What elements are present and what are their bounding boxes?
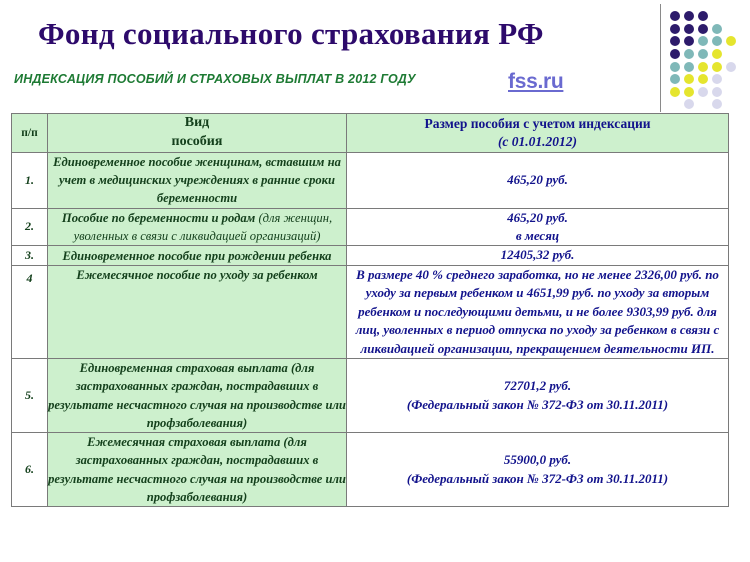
column-header-number: п/п — [12, 114, 48, 153]
column-header-benefit-amount — [347, 114, 729, 153]
logo-dot-purple — [698, 11, 708, 21]
logo-dot-purple — [670, 49, 680, 59]
page-title: Фонд социального страхования РФ — [38, 16, 544, 51]
logo-dot-cell — [710, 35, 724, 48]
column-header-benefit-kind-line2: пособия — [171, 133, 223, 149]
logo-dot-cell — [710, 48, 724, 61]
logo-dot-cell — [696, 10, 710, 23]
logo-dot-cell — [682, 60, 696, 73]
logo-dot-cell — [724, 35, 738, 48]
logo-dot-lavender — [726, 62, 736, 72]
logo-dot-cell — [724, 23, 738, 36]
table-row — [12, 359, 729, 433]
logo-dot-cell — [710, 73, 724, 86]
logo-dot-teal — [698, 36, 708, 46]
benefit-amount-line: (Федеральный закон № 372-ФЗ от 30.11.2011) — [406, 470, 669, 486]
row-number-cell: 1. — [12, 152, 48, 208]
logo-dot-teal — [684, 49, 694, 59]
logo-dot-cell — [668, 98, 682, 111]
logo-dot-cell — [682, 23, 696, 36]
table-row — [12, 208, 729, 246]
row-number-cell: 4 — [12, 265, 48, 358]
logo-dot-cell — [696, 98, 710, 111]
benefit-kind-cell: Ежемесячная страховая выплата (для застрахованных граждан, пострадавших в результате несчастного случая на производстве или профзаболевания) — [48, 433, 347, 507]
fss-dot-grid-logo — [668, 10, 738, 111]
benefit-amount-line: В размере 40 % среднего заработка, но не менее 2326,00 руб. по уходу за первым ребенком и 4651,99 руб. по уходу за вторым ребенком и последующими детьми, и не более 9303,99 руб. для лиц, уволенных в период отпуска по уходу за ребенком в связи с ликвидацией организации, прекращением деятельности ИП. — [355, 266, 720, 356]
logo-dot-teal — [712, 36, 722, 46]
logo-dot-teal — [670, 62, 680, 72]
column-header-benefit-amount-line2: (с 01.01.2012) — [497, 133, 578, 149]
benefit-amount-cell — [347, 246, 729, 265]
table-body — [12, 152, 729, 506]
logo-dot-cell — [682, 73, 696, 86]
table-row — [12, 265, 729, 358]
column-header-benefit-kind-line1: Вид — [184, 115, 210, 130]
logo-dot-cell — [710, 60, 724, 73]
benefit-amount-cell — [347, 265, 729, 358]
logo-dot-yellow — [670, 87, 680, 97]
logo-dot-cell — [696, 23, 710, 36]
benefit-kind-main: Пособие по беременности и родам — [61, 210, 256, 225]
logo-dot-cell — [710, 10, 724, 23]
logo-dot-cell — [668, 48, 682, 61]
logo-dot-cell — [668, 23, 682, 36]
logo-dot-purple — [670, 36, 680, 46]
logo-dot-teal — [670, 74, 680, 84]
benefit-kind-cell: Ежемесячное пособие по уходу за ребенком — [48, 265, 347, 358]
logo-dot-cell — [724, 73, 738, 86]
logo-dot-cell — [668, 10, 682, 23]
logo-dot-cell — [710, 23, 724, 36]
logo-dot-cell — [696, 35, 710, 48]
logo-dot-cell — [668, 86, 682, 99]
table-row — [12, 433, 729, 507]
page-header — [0, 0, 750, 112]
logo-dot-purple — [684, 24, 694, 34]
logo-dot-cell — [682, 48, 696, 61]
logo-dot-purple — [670, 24, 680, 34]
benefit-amount-line: 55900,0 руб. — [503, 452, 572, 468]
column-header-benefit-kind — [48, 114, 347, 153]
benefit-amount-cell — [347, 433, 729, 507]
logo-dot-cell — [696, 60, 710, 73]
logo-dot-purple — [670, 11, 680, 21]
logo-dot-yellow — [684, 74, 694, 84]
logo-dot-cell — [724, 48, 738, 61]
logo-dot-cell — [668, 35, 682, 48]
logo-dot-yellow — [684, 87, 694, 97]
benefit-kind-cell — [48, 208, 347, 246]
logo-dot-lavender — [712, 99, 722, 109]
logo-dot-purple — [684, 36, 694, 46]
benefit-amount-line: 72701,2 руб. — [503, 378, 572, 394]
logo-dot-purple — [684, 11, 694, 21]
row-number-cell: 6. — [12, 433, 48, 507]
logo-dot-cell — [682, 10, 696, 23]
logo-dot-yellow — [726, 36, 736, 46]
table-row — [12, 152, 729, 208]
logo-dot-teal — [712, 24, 722, 34]
logo-dot-teal — [684, 62, 694, 72]
logo-dot-yellow — [698, 74, 708, 84]
benefit-kind-cell: Единовременное пособие женщинам, вставшим на учет в медицинских учреждениях в ранние сроки беременности — [48, 152, 347, 208]
logo-dot-cell — [724, 10, 738, 23]
benefit-amount-line: 12405,32 руб. — [500, 247, 575, 263]
row-number-cell: 5. — [12, 359, 48, 433]
benefit-amount-cell — [347, 359, 729, 433]
row-number-cell: 2. — [12, 208, 48, 246]
benefit-amount-line: (Федеральный закон № 372-ФЗ от 30.11.2011) — [406, 396, 669, 412]
benefit-kind-note: (для женщин, уволенных в связи с ликвидацией организаций) — [73, 210, 333, 243]
logo-dot-cell — [682, 35, 696, 48]
table-row — [12, 246, 729, 265]
benefit-amount-line: 465,20 руб. — [507, 171, 568, 187]
logo-dot-cell — [696, 86, 710, 99]
benefits-table-container — [11, 113, 728, 507]
header-vertical-divider — [660, 4, 661, 112]
logo-dot-lavender — [712, 87, 722, 97]
benefit-amount-line: 465,20 руб. — [507, 209, 568, 225]
header-text-block — [0, 0, 660, 112]
logo-dot-lavender — [684, 99, 694, 109]
benefit-kind-cell: Единовременное пособие при рождении ребенка — [48, 246, 347, 265]
logo-dot-cell — [696, 48, 710, 61]
logo-dot-cell — [724, 98, 738, 111]
logo-dot-cell — [696, 73, 710, 86]
logo-dot-cell — [668, 73, 682, 86]
logo-dot-cell — [710, 98, 724, 111]
benefits-table — [11, 113, 729, 507]
benefit-kind-cell: Единовременная страховая выплата (для застрахованных граждан, пострадавших в результате несчастного случая на производстве или профзаболевания) — [48, 359, 347, 433]
logo-dot-cell — [724, 86, 738, 99]
benefit-amount-line: в месяц — [515, 227, 560, 243]
benefit-amount-cell — [347, 208, 729, 246]
benefit-amount-cell — [347, 152, 729, 208]
logo-dot-cell — [710, 86, 724, 99]
logo-dot-lavender — [712, 74, 722, 84]
logo-dot-yellow — [698, 62, 708, 72]
logo-dot-purple — [698, 24, 708, 34]
table-header-row — [12, 114, 729, 153]
logo-dot-cell — [668, 60, 682, 73]
fss-website-link[interactable]: fss.ru — [508, 70, 564, 93]
logo-dot-lavender — [698, 87, 708, 97]
logo-dot-yellow — [712, 49, 722, 59]
logo-dot-teal — [698, 49, 708, 59]
row-number-cell: 3. — [12, 246, 48, 265]
page-subtitle: ИНДЕКСАЦИЯ ПОСОБИЙ И СТРАХОВЫХ ВЫПЛАТ В 2012 ГОДУ — [14, 72, 416, 86]
logo-dot-cell — [724, 60, 738, 73]
table-header — [12, 114, 729, 153]
logo-dot-cell — [682, 98, 696, 111]
column-header-benefit-amount-line1: Размер пособия с учетом индексации — [424, 115, 651, 131]
logo-dot-cell — [682, 86, 696, 99]
logo-dot-yellow — [712, 62, 722, 72]
